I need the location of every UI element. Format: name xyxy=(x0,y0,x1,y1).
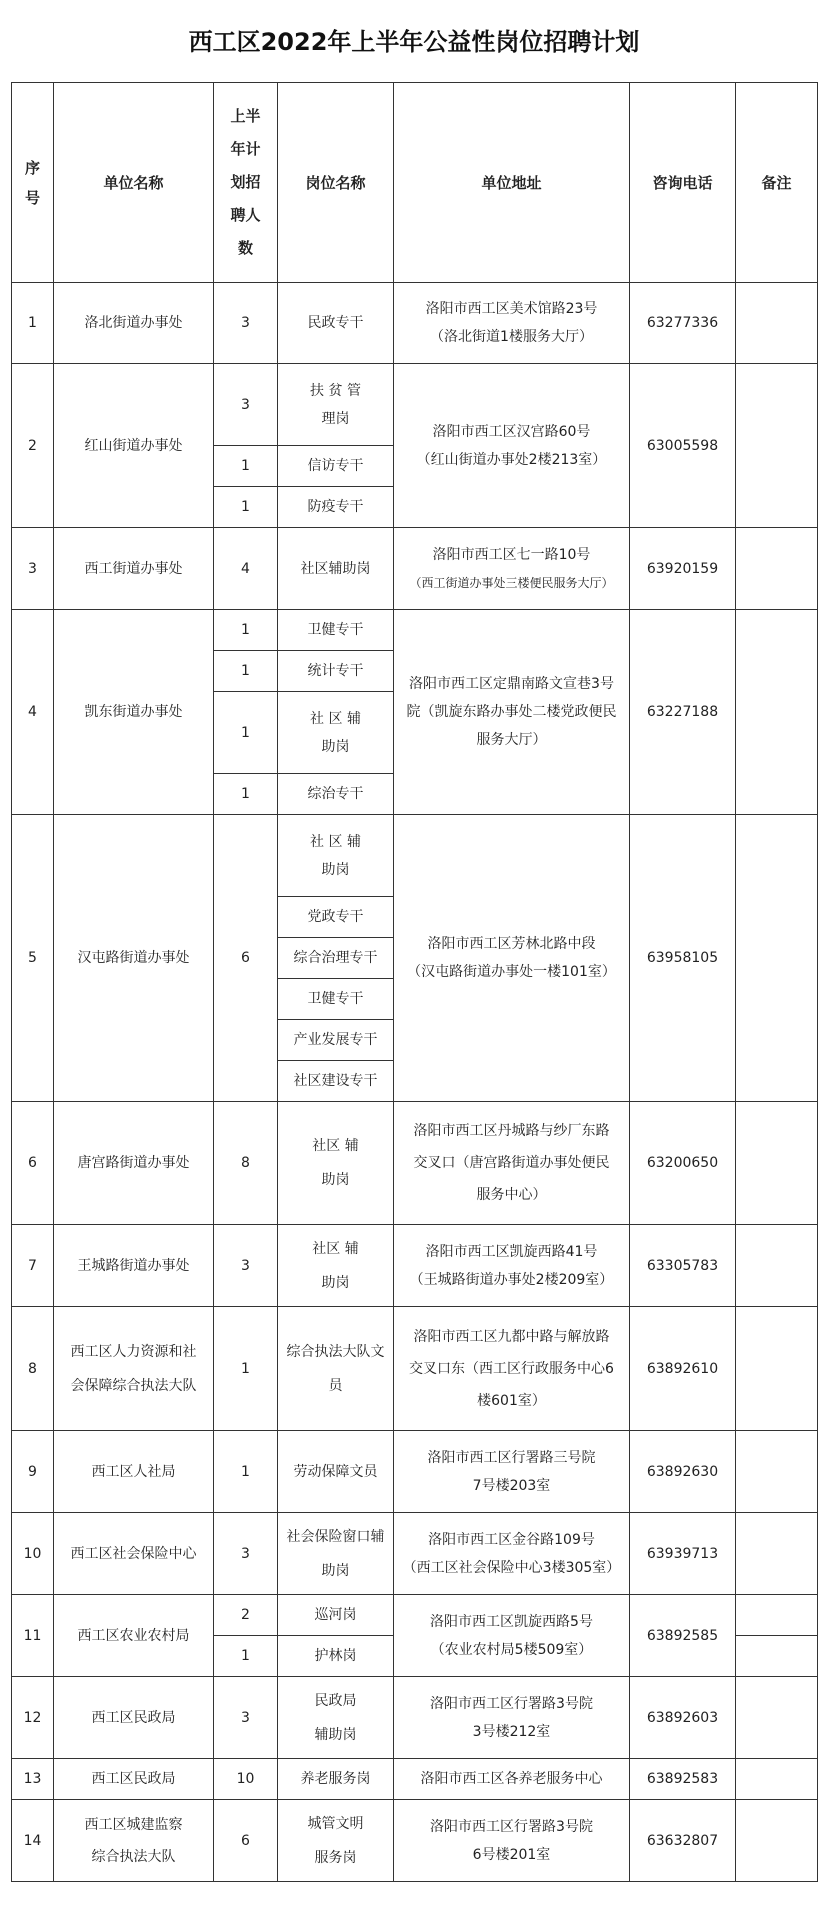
count-cell: 1 xyxy=(214,651,278,692)
note-cell xyxy=(736,1677,818,1759)
count-cell: 1 xyxy=(214,1636,278,1677)
post-cell: 产业发展专干 xyxy=(278,1020,394,1061)
post-cell: 社区 辅助岗 xyxy=(278,1102,394,1225)
note-cell xyxy=(736,283,818,364)
phone-cell: 63632807 xyxy=(630,1800,736,1882)
unit-cell: 红山街道办事处 xyxy=(54,364,214,528)
address-line: 洛阳市西工区芳林北路中段 xyxy=(427,936,596,952)
address-line: 洛阳市西工区七一路10号 xyxy=(432,546,591,563)
unit-cell: 汉屯路街道办事处 xyxy=(54,815,214,1102)
phone-cell: 63892630 xyxy=(630,1431,736,1513)
address-line: （农业农村局5楼509室） xyxy=(430,1641,593,1658)
phone-cell: 63277336 xyxy=(630,283,736,364)
phone-cell: 63200650 xyxy=(630,1102,736,1225)
post-cell: 综合执法大队文员 xyxy=(278,1307,394,1431)
table-row xyxy=(12,1513,818,1595)
count-cell: 3 xyxy=(214,1225,278,1307)
seq-cell: 11 xyxy=(12,1595,54,1677)
count-cell: 2 xyxy=(214,1595,278,1636)
address-line: 洛阳市西工区行署路三号院 xyxy=(427,1449,596,1466)
post-cell: 民政局 辅助岗 xyxy=(278,1677,394,1759)
table-row xyxy=(12,815,818,897)
post-cell: 社区 辅助岗 xyxy=(278,1225,394,1307)
seq-cell: 7 xyxy=(12,1225,54,1307)
count-cell: 3 xyxy=(214,1677,278,1759)
address-line: （洛北街道1楼服务大厅） xyxy=(430,329,593,345)
phone-cell: 63892585 xyxy=(630,1595,736,1677)
phone-cell: 63920159 xyxy=(630,528,736,610)
address-line: 洛阳市西工区行署路3号院 xyxy=(430,1818,593,1835)
seq-cell: 8 xyxy=(12,1307,54,1431)
address-line: （王城路街道办事处2楼209室） xyxy=(409,1271,614,1288)
unit-cell: 王城路街道办事处 xyxy=(54,1225,214,1307)
post-cell: 防疫专干 xyxy=(278,487,394,528)
address-cell xyxy=(394,1677,630,1759)
address-line: 6号楼201室 xyxy=(472,1846,551,1863)
count-cell: 4 xyxy=(214,528,278,610)
note-cell xyxy=(736,1759,818,1800)
note-cell xyxy=(736,1800,818,1882)
post-cell: 社区辅助岗 xyxy=(278,528,394,610)
post-cell: 社 区 辅助岗 xyxy=(278,815,394,897)
address-cell: 洛阳市西工区定鼎南路文宣巷3号院（凯旋东路办事处二楼党政便民服务大厅） xyxy=(394,610,630,815)
phone-cell: 63892583 xyxy=(630,1759,736,1800)
note-cell xyxy=(736,1636,818,1677)
address-line: 洛阳市西工区凯旋西路41号 xyxy=(425,1243,598,1260)
count-cell: 8 xyxy=(214,1102,278,1225)
seq-cell: 10 xyxy=(12,1513,54,1595)
address-line: （红山街道办事处2楼213室） xyxy=(416,451,607,468)
header-post: 岗位名称 xyxy=(278,83,394,283)
address-cell xyxy=(394,283,630,364)
post-cell: 养老服务岗 xyxy=(278,1759,394,1800)
table-row xyxy=(12,1431,818,1513)
address-line: 洛阳市西工区美术馆路23号 xyxy=(425,301,598,317)
address-cell: 洛阳市西工区九都中路与解放路交叉口东（西工区行政服务中心6楼601室） xyxy=(394,1307,630,1431)
unit-cell: 西工区社会保险中心 xyxy=(54,1513,214,1595)
note-cell xyxy=(736,815,818,1102)
post-cell: 扶 贫 管理岗 xyxy=(278,364,394,446)
note-cell xyxy=(736,1431,818,1513)
post-cell: 综治专干 xyxy=(278,774,394,815)
count-cell: 3 xyxy=(214,364,278,446)
seq-cell: 14 xyxy=(12,1800,54,1882)
unit-cell: 西工区人社局 xyxy=(54,1431,214,1513)
table-row xyxy=(12,1595,818,1636)
address-line: 洛阳市西工区金谷路109号 xyxy=(428,1531,595,1548)
count-cell: 1 xyxy=(214,1431,278,1513)
table-row xyxy=(12,1307,818,1431)
post-cell: 卫健专干 xyxy=(278,610,394,651)
phone-cell: 63227188 xyxy=(630,610,736,815)
note-cell xyxy=(736,1102,818,1225)
table-row xyxy=(12,364,818,446)
header-address: 单位地址 xyxy=(394,83,630,283)
note-cell xyxy=(736,364,818,528)
unit-cell: 西工街道办事处 xyxy=(54,528,214,610)
post-cell: 城管文明 服务岗 xyxy=(278,1800,394,1882)
address-line: （西工区社会保险中心3楼305室） xyxy=(402,1559,621,1576)
count-cell: 6 xyxy=(214,815,278,1102)
seq-cell: 5 xyxy=(12,815,54,1102)
note-cell xyxy=(736,1225,818,1307)
unit-cell: 西工区人力资源和社会保障综合执法大队 xyxy=(54,1307,214,1431)
count-cell: 6 xyxy=(214,1800,278,1882)
header-unit: 单位名称 xyxy=(54,83,214,283)
note-cell xyxy=(736,1513,818,1595)
post-cell: 民政专干 xyxy=(278,283,394,364)
address-cell xyxy=(394,1595,630,1677)
address-line: 洛阳市西工区汉宫路60号 xyxy=(432,423,591,440)
note-cell xyxy=(736,528,818,610)
unit-cell: 唐宫路街道办事处 xyxy=(54,1102,214,1225)
table-row xyxy=(12,1225,818,1307)
count-cell: 1 xyxy=(214,1307,278,1431)
count-cell: 3 xyxy=(214,283,278,364)
post-cell: 社会保险窗口辅助岗 xyxy=(278,1513,394,1595)
address-line: （汉屯路街道办事处一楼101室） xyxy=(407,964,616,980)
unit-cell: 洛北街道办事处 xyxy=(54,283,214,364)
seq-cell: 6 xyxy=(12,1102,54,1225)
seq-cell: 13 xyxy=(12,1759,54,1800)
post-cell: 护林岗 xyxy=(278,1636,394,1677)
unit-cell: 西工区农业农村局 xyxy=(54,1595,214,1677)
seq-cell: 1 xyxy=(12,283,54,364)
seq-cell: 4 xyxy=(12,610,54,815)
phone-cell: 63939713 xyxy=(630,1513,736,1595)
page-title: 西工区2022年上半年公益性岗位招聘计划 xyxy=(188,28,640,56)
header-seq: 序号 xyxy=(12,83,54,283)
unit-cell: 西工区城建监察综合执法大队 xyxy=(54,1800,214,1882)
table-row xyxy=(12,283,818,364)
post-cell: 综合治理专干 xyxy=(278,938,394,979)
address-cell xyxy=(394,815,630,1102)
note-cell xyxy=(736,1595,818,1636)
phone-cell: 63005598 xyxy=(630,364,736,528)
phone-cell: 63958105 xyxy=(630,815,736,1102)
address-cell xyxy=(394,1225,630,1307)
phone-cell: 63892610 xyxy=(630,1307,736,1431)
address-cell xyxy=(394,1800,630,1882)
count-cell: 3 xyxy=(214,1513,278,1595)
note-cell xyxy=(736,610,818,815)
note-cell xyxy=(736,1307,818,1431)
count-cell: 1 xyxy=(214,774,278,815)
count-cell: 1 xyxy=(214,487,278,528)
table-row xyxy=(12,610,818,651)
post-cell: 社区建设专干 xyxy=(278,1061,394,1102)
table-row xyxy=(12,1800,818,1882)
post-cell: 劳动保障文员 xyxy=(278,1431,394,1513)
address-line: 洛阳市西工区行署路3号院 xyxy=(430,1695,593,1712)
address-line: 3号楼212室 xyxy=(472,1723,551,1740)
unit-cell: 西工区民政局 xyxy=(54,1677,214,1759)
phone-cell: 63305783 xyxy=(630,1225,736,1307)
address-cell: 洛阳市西工区丹城路与纱厂东路交叉口（唐宫路街道办事处便民服务中心） xyxy=(394,1102,630,1225)
address-line: 7号楼203室 xyxy=(472,1477,551,1494)
unit-cell: 凯东街道办事处 xyxy=(54,610,214,815)
address-cell xyxy=(394,1513,630,1595)
header-phone: 咨询电话 xyxy=(630,83,736,283)
address-cell xyxy=(394,1431,630,1513)
count-cell: 1 xyxy=(214,446,278,487)
count-cell: 1 xyxy=(214,610,278,651)
post-cell: 卫健专干 xyxy=(278,979,394,1020)
address-line: 洛阳市西工区凯旋西路5号 xyxy=(430,1613,593,1630)
post-cell: 信访专干 xyxy=(278,446,394,487)
post-cell: 党政专干 xyxy=(278,897,394,938)
table-row xyxy=(12,1102,818,1225)
post-cell: 社 区 辅助岗 xyxy=(278,692,394,774)
header-count: 上半年计划招聘人数 xyxy=(214,83,278,283)
address-cell xyxy=(394,528,630,610)
header-note: 备注 xyxy=(736,83,818,283)
seq-cell: 3 xyxy=(12,528,54,610)
seq-cell: 9 xyxy=(12,1431,54,1513)
address-cell xyxy=(394,364,630,528)
seq-cell: 12 xyxy=(12,1677,54,1759)
recruitment-table xyxy=(11,82,818,1882)
address-cell: 洛阳市西工区各养老服务中心 xyxy=(394,1759,630,1800)
table-row xyxy=(12,528,818,610)
count-cell: 1 xyxy=(214,692,278,774)
post-cell: 统计专干 xyxy=(278,651,394,692)
seq-cell: 2 xyxy=(12,364,54,528)
address-line: （西工街道办事处三楼便民服务大厅） xyxy=(409,575,614,590)
phone-cell: 63892603 xyxy=(630,1677,736,1759)
post-cell: 巡河岗 xyxy=(278,1595,394,1636)
table-row xyxy=(12,1759,818,1800)
unit-cell: 西工区民政局 xyxy=(54,1759,214,1800)
table-row xyxy=(12,1677,818,1759)
count-cell: 10 xyxy=(214,1759,278,1800)
